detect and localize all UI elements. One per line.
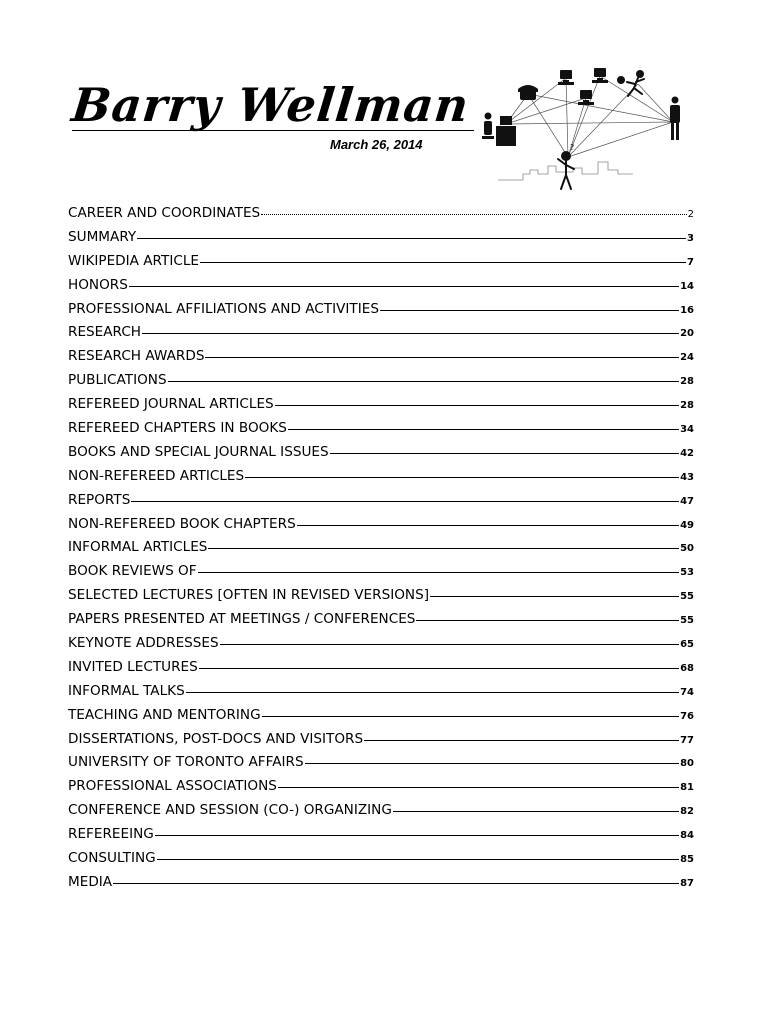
toc-leader	[113, 883, 679, 884]
toc-entry-label: CONFERENCE AND SESSION (CO-) ORGANIZING	[68, 802, 392, 819]
toc-leader	[380, 310, 679, 311]
toc-page-number: 28	[680, 376, 694, 388]
toc-page-number: 43	[680, 471, 694, 483]
toc-entry-label: PUBLICATIONS	[68, 372, 167, 389]
toc-leader	[297, 525, 679, 526]
toc-page-number: 28	[680, 400, 694, 412]
toc-leader	[142, 333, 679, 334]
toc-leader	[275, 405, 679, 406]
toc-leader	[137, 238, 686, 239]
toc-leader	[364, 740, 679, 741]
toc-entry[interactable]	[68, 611, 694, 635]
toc-entry-label: SELECTED LECTURES [OFTEN IN REVISED VERSIONS]	[68, 587, 430, 604]
toc-leader	[186, 692, 679, 693]
toc-entry[interactable]	[68, 420, 694, 444]
toc-page-number: 74	[680, 686, 694, 698]
toc-leader	[199, 668, 679, 669]
toc-leader	[262, 716, 679, 717]
toc-page-number: 2	[687, 209, 694, 220]
toc-leader	[393, 811, 679, 812]
toc-entry-label: BOOK REVIEWS OF	[68, 563, 197, 580]
toc-entry[interactable]	[68, 539, 694, 563]
toc-entry[interactable]	[68, 348, 694, 372]
toc-entry[interactable]	[68, 850, 694, 874]
toc-entry[interactable]	[68, 683, 694, 707]
toc-entry[interactable]	[68, 731, 694, 755]
toc-entry[interactable]	[68, 587, 694, 611]
toc-page-number: 34	[680, 424, 694, 436]
document-date: March 26, 2014	[330, 137, 423, 152]
toc-page-number: 82	[680, 806, 694, 818]
standing-person-icon	[670, 97, 680, 141]
toc-leader	[261, 214, 686, 215]
person-at-desk-icon	[482, 113, 516, 147]
running-person-icon	[627, 71, 644, 96]
document-header	[0, 0, 768, 205]
toc-entry[interactable]	[68, 802, 694, 826]
toc-entry-label: PAPERS PRESENTED AT MEETINGS / CONFERENCES	[68, 611, 416, 628]
toc-leader	[245, 477, 679, 478]
toc-leader	[430, 596, 679, 597]
toc-entry-label: PROFESSIONAL AFFILIATIONS AND ACTIVITIES	[68, 300, 379, 317]
thinking-person-icon	[558, 143, 574, 189]
toc-leader	[220, 644, 679, 645]
toc-entry[interactable]	[68, 277, 694, 301]
toc-entry[interactable]	[68, 205, 694, 229]
toc-page-number: 14	[680, 280, 694, 292]
computer-icon	[592, 68, 608, 83]
toc-entry[interactable]	[68, 778, 694, 802]
toc-entry[interactable]	[68, 324, 694, 348]
toc-entry-label: CAREER AND COORDINATES	[68, 205, 261, 221]
toc-entry-label: PROFESSIONAL ASSOCIATIONS	[68, 778, 277, 795]
toc-entry-label: NON-REFEREED ARTICLES	[68, 467, 245, 484]
toc-entry-label: RESEARCH AWARDS	[68, 348, 205, 365]
header-rule	[72, 130, 474, 131]
toc-entry-label: CONSULTING	[68, 850, 156, 867]
toc-entry-label: INVITED LECTURES	[68, 658, 198, 675]
toc-entry-label: REPORTS	[68, 491, 131, 508]
toc-leader	[330, 453, 679, 454]
svg-text:?: ?	[570, 143, 575, 152]
toc-page-number: 42	[680, 447, 694, 459]
toc-page-number: 49	[680, 519, 694, 531]
toc-leader	[168, 381, 679, 382]
toc-page-number: 24	[680, 352, 694, 364]
toc-entry-label: DISSERTATIONS, POST-DOCS AND VISITORS	[68, 730, 364, 747]
toc-page-number: 65	[680, 639, 694, 651]
toc-entry[interactable]	[68, 516, 694, 540]
toc-leader	[208, 548, 679, 549]
toc-entry[interactable]	[68, 396, 694, 420]
computer-icon	[578, 90, 594, 105]
toc-page-number: 77	[680, 734, 694, 746]
telephone-icon	[518, 85, 538, 100]
toc-page-number: 3	[687, 232, 694, 244]
toc-page-number: 76	[680, 710, 694, 722]
toc-entry[interactable]	[68, 707, 694, 731]
toc-leader	[131, 501, 679, 502]
toc-entry-label: TEACHING AND MENTORING	[68, 706, 261, 723]
toc-page-number: 50	[680, 543, 694, 555]
toc-entry-label: KEYNOTE ADDRESSES	[68, 635, 219, 652]
toc-page-number: 87	[680, 877, 694, 889]
toc-leader	[305, 763, 679, 764]
toc-entry[interactable]	[68, 468, 694, 492]
toc-entry-label: SUMMARY	[68, 228, 137, 245]
toc-leader	[198, 572, 680, 573]
toc-entry-label: HONORS	[68, 276, 128, 293]
toc-leader	[288, 429, 679, 430]
toc-page-number: 68	[680, 662, 694, 674]
toc-entry[interactable]	[68, 754, 694, 778]
author-name: Barry Wellman	[69, 78, 472, 132]
toc-entry-label: INFORMAL ARTICLES	[68, 539, 208, 556]
toc-entry[interactable]	[68, 635, 694, 659]
toc-entry-label: BOOKS AND SPECIAL JOURNAL ISSUES	[68, 443, 329, 460]
toc-page-number: 85	[680, 854, 694, 866]
toc-page-number: 47	[680, 495, 694, 507]
toc-page-number: 55	[680, 615, 694, 627]
toc-entry[interactable]	[68, 492, 694, 516]
toc-page-number: 81	[680, 782, 694, 794]
toc-entry[interactable]	[68, 826, 694, 850]
toc-entry-label: REFEREED JOURNAL ARTICLES	[68, 396, 274, 413]
toc-page-number: 20	[680, 328, 694, 340]
toc-entry-label: REFEREEING	[68, 826, 154, 843]
toc-leader	[129, 286, 679, 287]
toc-entry-label: MEDIA	[68, 873, 113, 890]
toc-entry-label: UNIVERSITY OF TORONTO AFFAIRS	[68, 754, 304, 771]
toc-entry[interactable]	[68, 253, 694, 277]
toc-entry[interactable]	[68, 301, 694, 325]
globe-icon	[617, 76, 625, 84]
table-of-contents	[68, 205, 694, 898]
toc-entry-label: RESEARCH	[68, 324, 142, 341]
toc-page-number: 53	[680, 567, 694, 579]
toc-leader	[278, 787, 679, 788]
toc-entry[interactable]	[68, 874, 694, 898]
toc-page-number: 7	[687, 256, 694, 268]
toc-entry[interactable]	[68, 229, 694, 253]
toc-leader	[416, 620, 679, 621]
toc-page-number: 16	[680, 304, 694, 316]
toc-entry-label: NON-REFEREED BOOK CHAPTERS	[68, 515, 296, 532]
toc-entry[interactable]	[68, 372, 694, 396]
toc-entry[interactable]	[68, 659, 694, 683]
social-network-illustration	[478, 62, 700, 202]
toc-leader	[200, 262, 686, 263]
toc-entry-label: WIKIPEDIA ARTICLE	[68, 252, 199, 269]
toc-entry-label: REFEREED CHAPTERS IN BOOKS	[68, 420, 287, 437]
toc-page-number: 55	[680, 591, 694, 603]
toc-leader	[205, 357, 679, 358]
toc-entry[interactable]	[68, 444, 694, 468]
toc-entry[interactable]	[68, 563, 694, 587]
toc-leader	[157, 859, 679, 860]
toc-entry-label: INFORMAL TALKS	[68, 682, 185, 699]
toc-leader	[155, 835, 679, 836]
computer-icon	[558, 70, 574, 85]
toc-page-number: 80	[680, 758, 694, 770]
toc-page-number: 84	[680, 830, 694, 842]
